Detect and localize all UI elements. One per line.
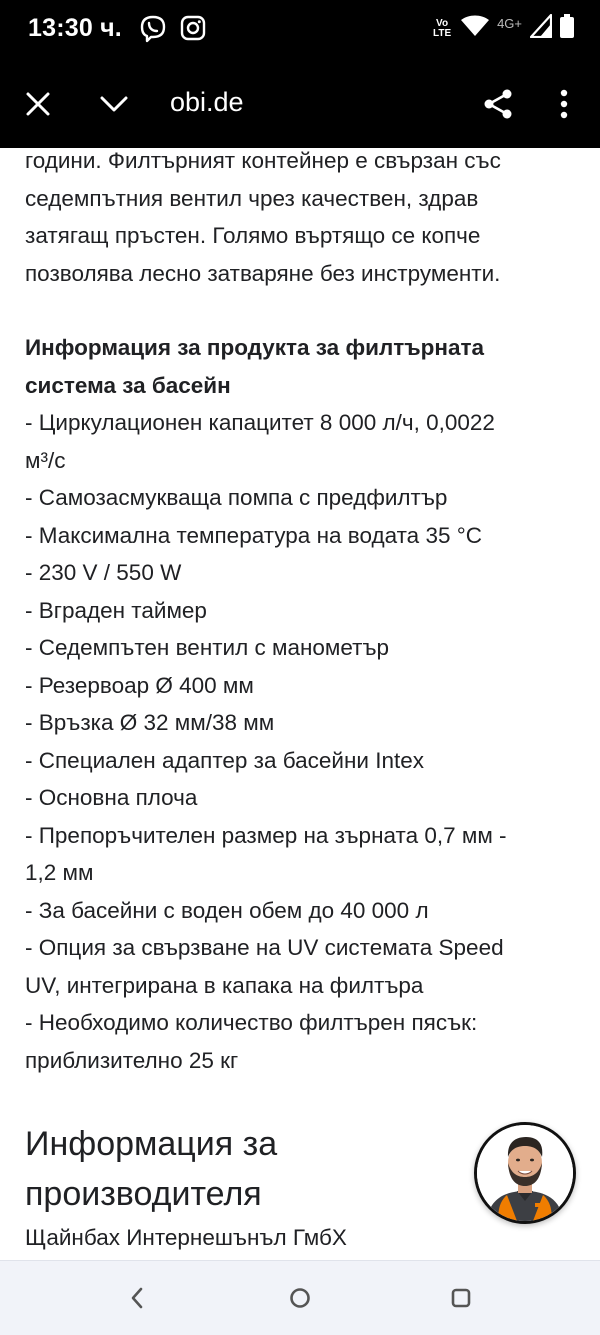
spec-item: - За басейни с воден обем до 40 000 л xyxy=(25,897,429,923)
page-content xyxy=(25,148,580,1260)
paragraph-spacer xyxy=(25,292,580,329)
assistant-avatar-icon xyxy=(477,1125,573,1221)
assistant-avatar-button[interactable] xyxy=(474,1122,576,1224)
spec-item: - Необходимо количество филтърен пясък: приблизително 25 кг xyxy=(25,1010,478,1073)
spec-item: - Седемпътен вентил с манометър xyxy=(25,635,390,660)
description-line: позволява лесно затваряне без инструменти. xyxy=(25,260,501,286)
home-icon xyxy=(288,1286,312,1310)
spec-item: - Опция за свързване на UV системата Speed UV, интегрирана в капака на филтъра xyxy=(25,935,504,998)
description-paragraph xyxy=(25,148,580,292)
spec-item: - Вграден таймер xyxy=(25,597,207,623)
navigation-bar xyxy=(0,1260,600,1335)
spec-item: - Препоръчителен размер на зърната 0,7 мм - 1,2 мм xyxy=(25,822,507,885)
network-type: 4G+ xyxy=(497,16,522,31)
browser-toolbar xyxy=(0,60,600,148)
spec-item: - Основна плоча xyxy=(25,785,198,810)
spec-list xyxy=(25,404,580,1079)
back-button[interactable] xyxy=(122,1283,152,1313)
product-info-title-line: Информация за продукта за филтърната xyxy=(25,335,485,360)
description-line: седемпътния вентил чрез качествен, здрав xyxy=(25,185,479,211)
home-button[interactable] xyxy=(285,1283,315,1313)
spec-item: - Самозасмукваща помпа с предфилтър xyxy=(25,485,448,510)
description-line: затягащ пръстен. Голямо въртящо се копче xyxy=(25,223,481,248)
url-text[interactable]: obi.de xyxy=(170,87,244,117)
system-status-icons xyxy=(431,14,574,43)
manufacturer-heading-line: Информация за xyxy=(25,1125,278,1163)
battery-icon xyxy=(560,14,574,43)
viber-icon xyxy=(140,15,166,48)
more-vert-icon xyxy=(559,89,569,119)
product-info-title xyxy=(25,329,580,404)
more-options-button[interactable] xyxy=(544,84,584,124)
back-icon xyxy=(129,1286,145,1310)
status-time: 13:30 ч. xyxy=(28,14,122,42)
lte-label: LTE xyxy=(432,27,452,39)
manufacturer-name: Щайнбах Интернешънъл ГмбХ xyxy=(25,1225,347,1250)
minimize-button[interactable] xyxy=(94,84,134,124)
volte-label: Vo xyxy=(436,17,449,29)
status-bar xyxy=(0,0,600,60)
recents-icon xyxy=(449,1286,473,1310)
manufacturer-heading-line: производителя xyxy=(25,1175,262,1213)
spec-item: - Максимална температура на водата 35 °C xyxy=(25,522,482,548)
volte-indicator xyxy=(431,19,453,39)
share-button[interactable] xyxy=(478,84,518,124)
spec-item: - Резервоар Ø 400 мм xyxy=(25,672,254,698)
spec-item: - Циркулационен капацитет 8 000 л/ч, 0,0022 м³/с xyxy=(25,410,495,473)
chevron-down-icon xyxy=(99,94,129,114)
product-info-title-line: система за басейн xyxy=(25,372,231,398)
wifi-icon xyxy=(461,15,489,42)
recents-button[interactable] xyxy=(446,1283,476,1313)
spec-item: - Връзка Ø 32 мм/38 мм xyxy=(25,710,275,735)
close-icon xyxy=(25,91,51,117)
spec-item: - 230 V / 550 W xyxy=(25,560,182,585)
instagram-icon xyxy=(180,15,206,48)
spec-item: - Специален адаптер за басейни Intex xyxy=(25,747,424,773)
close-button[interactable] xyxy=(18,84,58,124)
signal-icon xyxy=(530,14,552,43)
share-icon xyxy=(482,88,514,120)
description-line: години. Филтърният контейнер е свързан със xyxy=(25,148,501,173)
notification-icons xyxy=(140,15,206,48)
